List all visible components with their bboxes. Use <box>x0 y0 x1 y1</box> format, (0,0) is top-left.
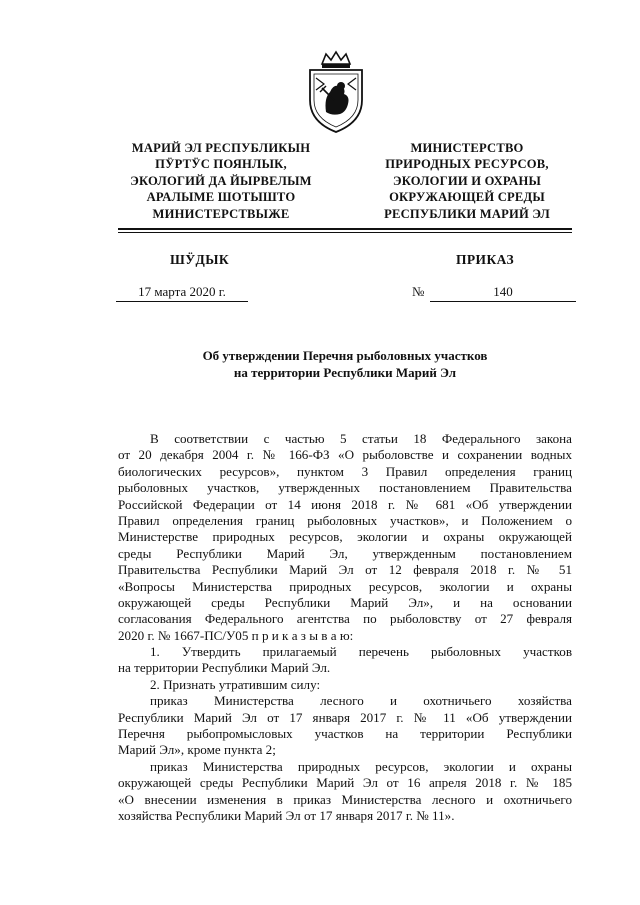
number-sign: № <box>412 284 425 299</box>
ministry-name-mari <box>106 140 336 222</box>
body-line: Перечня рыбопромысловых участков на территории Республики <box>118 726 572 742</box>
coat-of-arms-icon <box>300 48 372 134</box>
doc-type-mari: ШӰДЫК <box>170 252 230 267</box>
body-line: биологических ресурсов», пунктом 3 Правил определения границ <box>118 463 572 479</box>
body-line: Российской Федерации от 14 июня 2018 г. № 681 «Об утверждении <box>118 496 572 512</box>
body-line: Правительства Республики Марий Эл от 12 февраля 2018 г. № 51 <box>118 562 572 578</box>
body-line: Республики Марий Эл от 17 января 2017 г. № 11 «Об утверждении <box>118 709 572 725</box>
ministry-name-mari-line: МИНИСТЕРСТВЫЖЕ <box>152 206 290 221</box>
body-line: 2. Признать утратившим силу: <box>150 676 321 692</box>
ministry-name-russian-line: МИНИСТЕРСТВО <box>410 141 524 155</box>
body-line: от 20 декабря 2004 г. № 166-ФЗ «О рыболовстве и сохранении водных <box>118 447 572 463</box>
body-line: окружающей среды Республики Марий Эл», и на основании <box>118 594 572 610</box>
body-line: 2020 г. № 1667-ПС/У05 п р и к а з ы в а ю: <box>118 627 354 643</box>
ministry-name-mari-line: АРАЛЫМЕ ШОТЫШТО <box>146 190 296 205</box>
ministry-name-russian-line: ЭКОЛОГИИ И ОХРАНЫ <box>392 173 542 188</box>
body-line: Правил определения границ рыболовных участков», и Положением о <box>118 512 572 528</box>
ministry-name-mari-line: ЭКОЛОГИЙ ДА ЙЫРВЕЛЫМ <box>130 173 312 188</box>
ministry-name-mari-line: ПӰРТӰС ПОЯНЛЫК, <box>155 157 287 172</box>
body-line: приказ Министерства лесного и охотничьего хозяйства <box>150 693 572 709</box>
body-line: 1. Утвердить прилагаемый перечень рыболовных участков <box>150 644 572 660</box>
document-number: 140 <box>430 284 576 302</box>
body-line: среды Республики Марий Эл, утвержденным постановлением <box>118 545 572 561</box>
document-title-line: Об утверждении Перечня рыболовных участков <box>202 348 488 363</box>
body-line: рыболовных участков, утвержденных постановлением Правительства <box>118 480 572 496</box>
body-line: хозяйства Республики Марий Эл от 17 января 2017 г. № 11». <box>118 807 455 823</box>
document-body <box>118 431 572 824</box>
document-title <box>118 347 572 381</box>
ministry-name-mari-line: МАРИЙ ЭЛ РЕСПУБЛИКЫН <box>131 141 311 155</box>
body-line: окружающей среды Республики Марий Эл от 16 апреля 2018 г. № 185 <box>118 775 572 791</box>
body-line: «Вопросы Министерства природных ресурсов, экологии и охраны <box>118 578 572 594</box>
body-line: В соответствии с частью 5 статьи 18 Федерального закона <box>150 431 572 446</box>
body-line: «О внесении изменения в приказ Министерства лесного и охотничьего <box>118 791 572 807</box>
ministry-name-russian-line: РЕСПУБЛИКИ МАРИЙ ЭЛ <box>384 206 550 221</box>
body-line: Министерстве природных ресурсов, экологии и охраны окружающей <box>118 529 572 545</box>
body-line: Марий Эл», кроме пункта 2; <box>118 742 276 758</box>
body-line: приказ Министерства природных ресурсов, экологии и охраны <box>150 758 572 774</box>
header-divider-thick <box>118 228 572 230</box>
document-date: 17 марта 2020 г. <box>116 284 248 302</box>
ministry-name-russian-line: ОКРУЖАЮЩЕЙ СРЕДЫ <box>389 190 545 205</box>
ministry-name-russian <box>352 140 582 222</box>
ministry-name-russian-line: ПРИРОДНЫХ РЕСУРСОВ, <box>385 157 549 172</box>
document-title-line: на территории Республики Марий Эл <box>233 365 457 380</box>
body-line: на территории Республики Марий Эл. <box>118 660 331 676</box>
header-divider-thin <box>118 232 572 233</box>
doc-type-russian: ПРИКАЗ <box>456 252 514 267</box>
body-line: согласования Федерального агентства по рыболовству от 27 февраля <box>118 611 572 627</box>
